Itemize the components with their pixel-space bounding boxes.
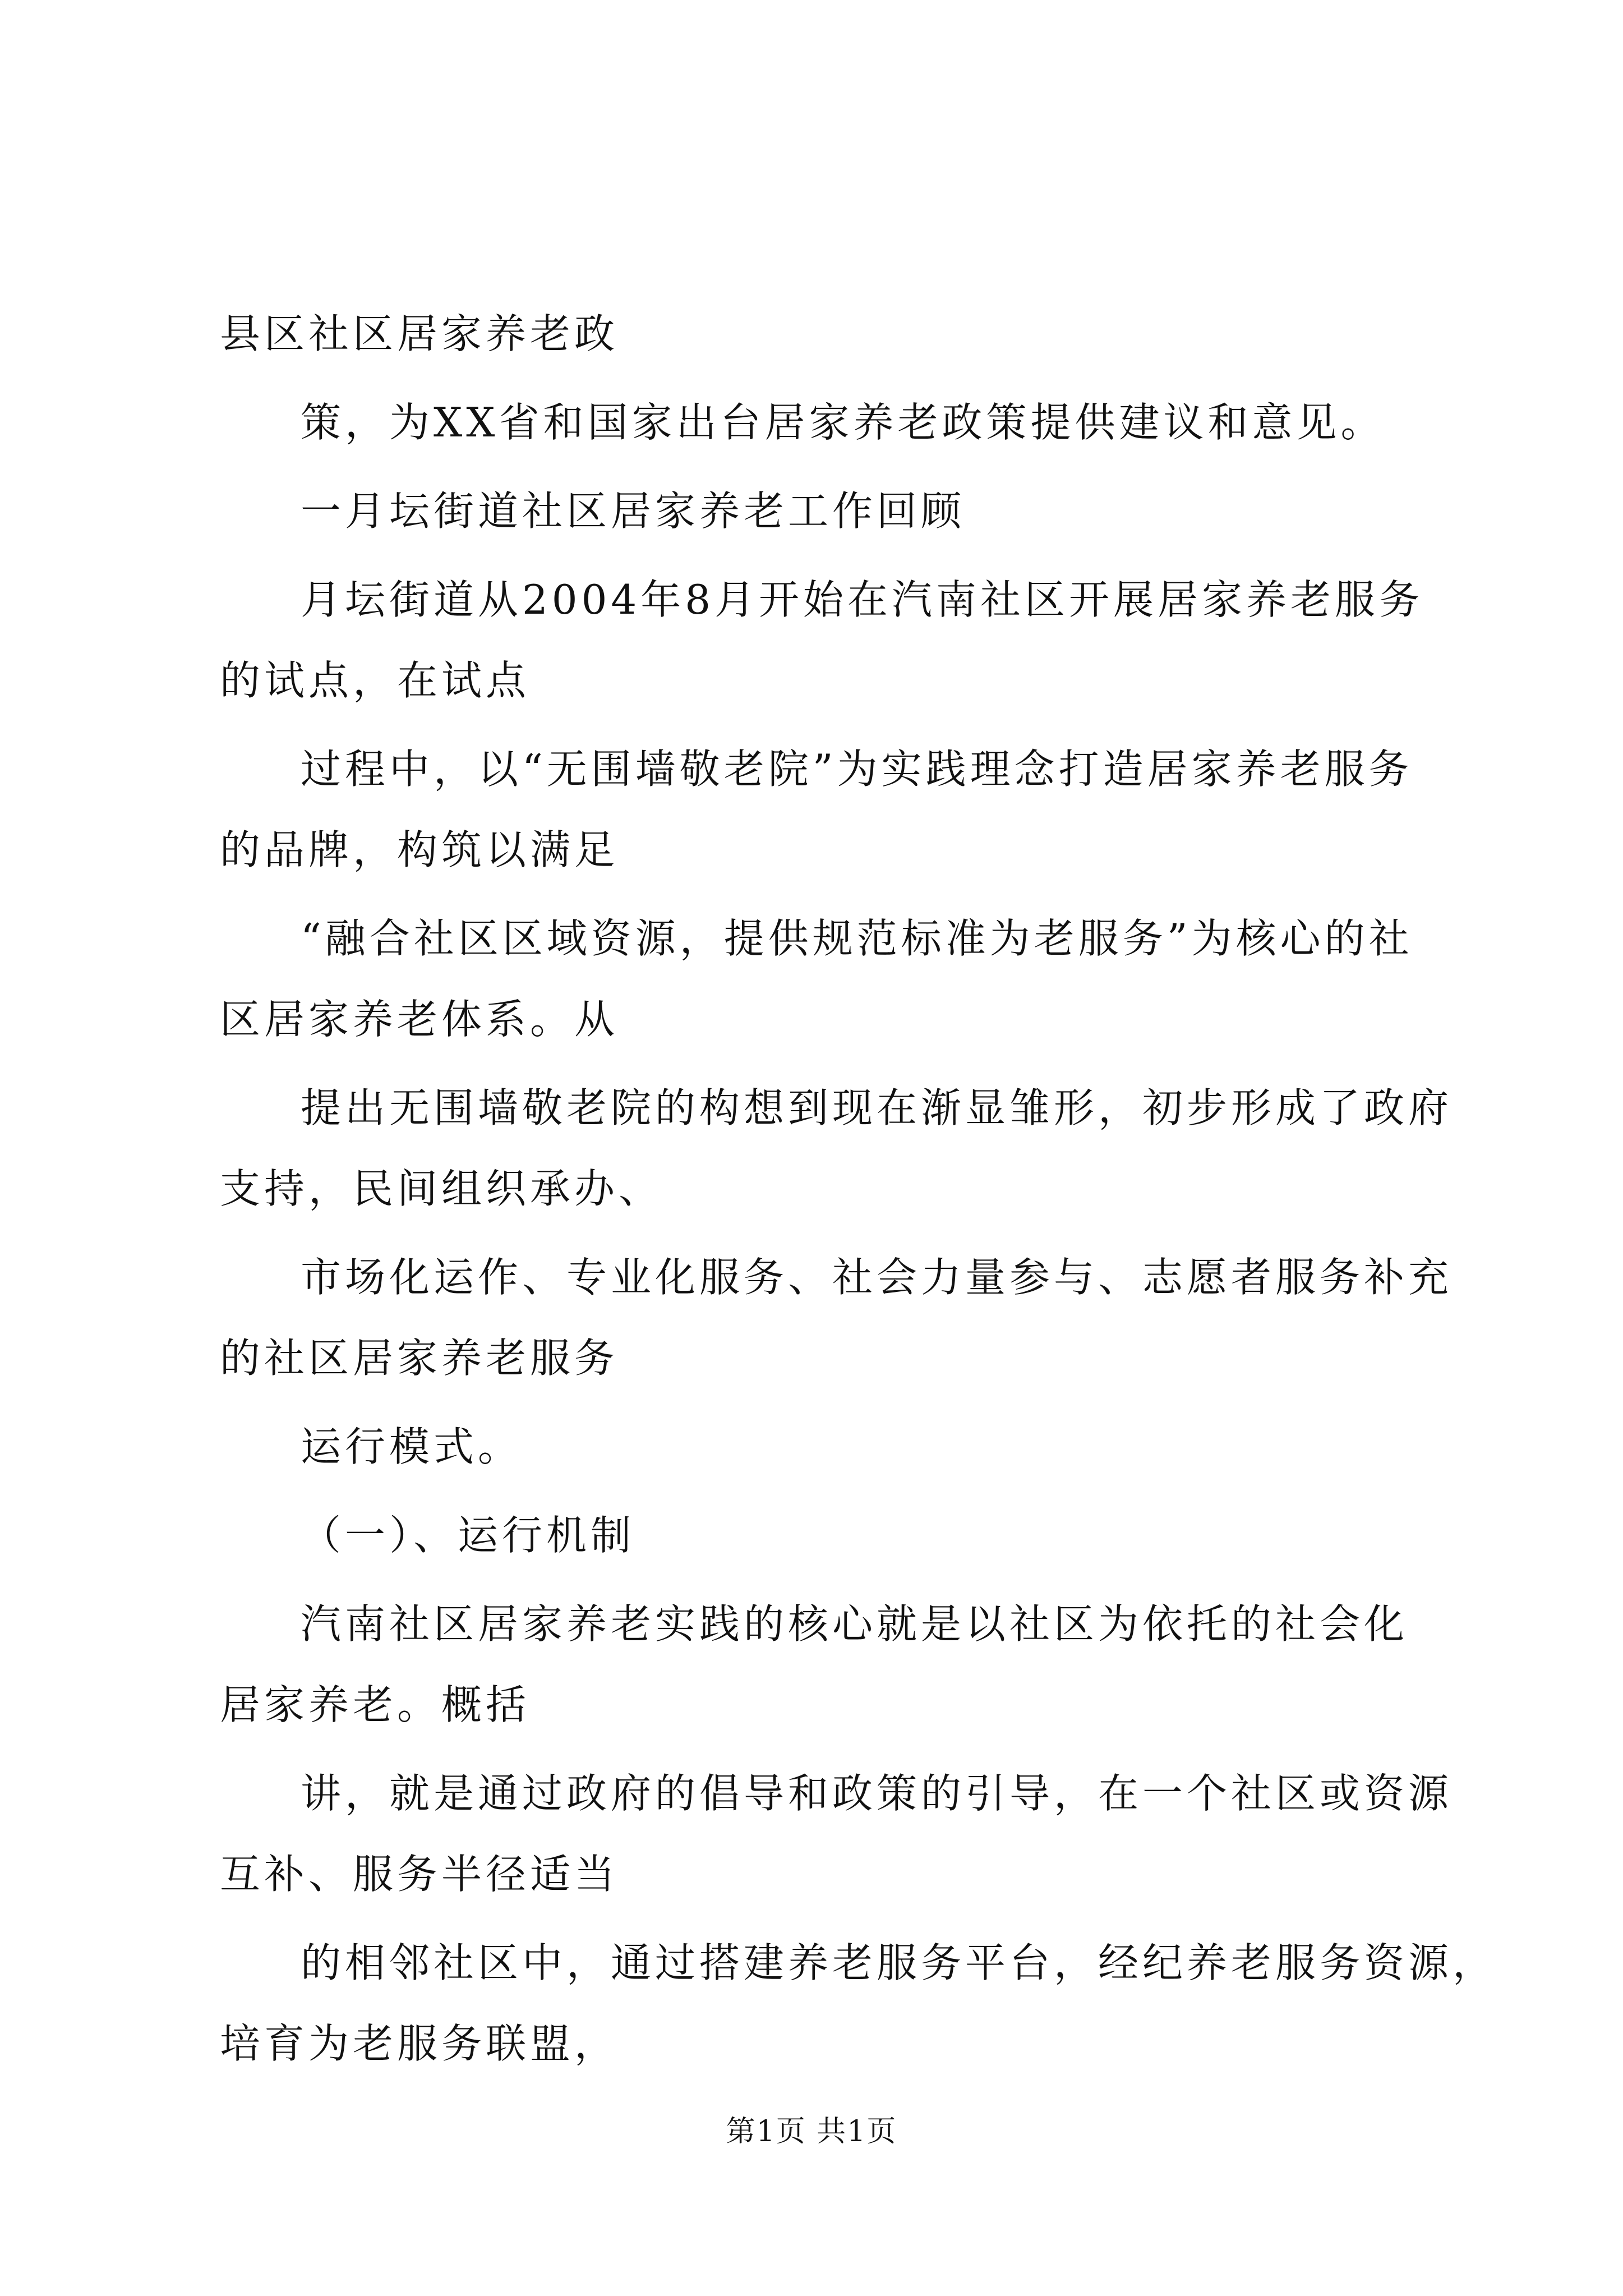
page-number-footer: 第1页 共1页 [726,2115,897,2148]
text-line: 过程中，以“无围墙敬老院”为实践理念打造居家养老服务 [301,746,1413,793]
text-line: 策，为XX省和国家出台居家养老政策提供建议和意见。 [301,399,1385,446]
text-line: 的品牌，构筑以满足 [220,826,619,873]
text-line: 县区社区居家养老政 [220,310,619,357]
text-line: 互补、服务半径适当 [220,1851,619,1898]
text-line: 培育为老服务联盟， [220,2020,619,2067]
text-line: 讲，就是通过政府的倡导和政策的引导，在一个社区或资源 [301,1770,1453,1817]
text-line: 的试点，在试点 [220,657,531,704]
subsection-heading: （一）、运行机制 [301,1512,635,1559]
text-line: 提出无围墙敬老院的构想到现在渐显雏形，初步形成了政府 [301,1084,1453,1131]
text-line: 月坛街道从2004年8月开始在汽南社区开展居家养老服务 [301,576,1424,623]
section-heading: 一月坛街道社区居家养老工作回顾 [301,487,966,535]
text-line: 市场化运作、专业化服务、社会力量参与、志愿者服务补充 [301,1254,1453,1301]
text-line: 居家养老。概括 [220,1681,531,1728]
text-line: “融合社区区域资源，提供规范标准为老服务”为核心的社 [301,915,1413,962]
text-line: 汽南社区居家养老实践的核心就是以社区为依托的社会化 [301,1600,1409,1648]
text-line: 支持，民间组织承办、 [220,1165,663,1212]
text-line: 的社区居家养老服务 [220,1335,619,1382]
text-line: 运行模式。 [301,1423,523,1470]
text-line: 区居家养老体系。从 [220,996,619,1043]
text-line: 的相邻社区中，通过搭建养老服务平台，经纪养老服务资源， [301,1939,1497,1986]
